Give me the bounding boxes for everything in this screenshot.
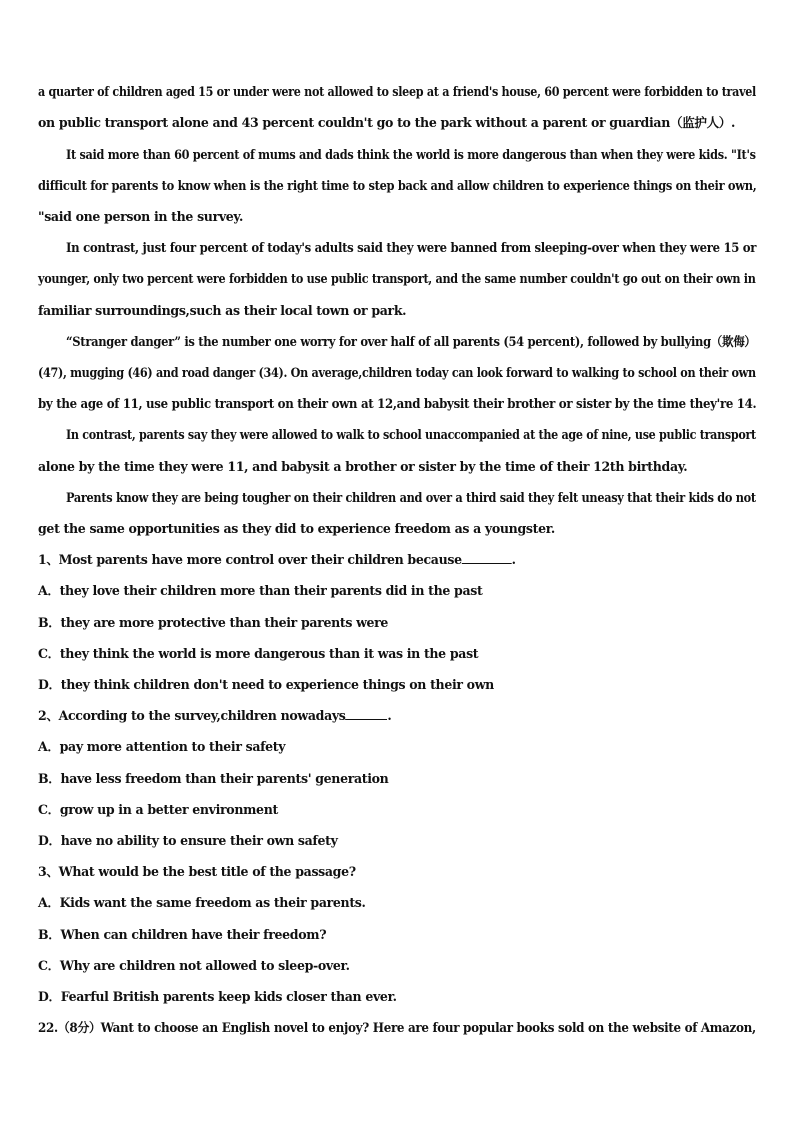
option-a: A．they love their children more than their parents did in the past <box>38 583 483 598</box>
answer-blank <box>462 551 512 564</box>
passage-line: In contrast, parents say they were allowed to walk to school unaccompanied at the age of nine, use public transport <box>66 427 756 442</box>
next-section-heading: 22.（8分）Want to choose an English novel to enjoy? Here are four popular books sold on the website of Amazon, <box>38 1020 756 1035</box>
passage-line: a quarter of children aged 15 or under were not allowed to sleep at a friend's house, 60 percent were forbidden to travel <box>38 84 757 99</box>
option-b: B．have less freedom than their parents' generation <box>38 771 389 786</box>
passage-line: on public transport alone and 43 percent couldn't go to the park without a parent or guardian（监护人）. <box>38 115 736 130</box>
question-stem <box>38 551 756 569</box>
option-d: D．have no ability to ensure their own safety <box>38 833 338 848</box>
passage-line: difficult for parents to know when is the right time to step back and allow children to experience things on their own, <box>38 178 757 193</box>
answer-blank <box>346 707 388 720</box>
passage-line: Parents know they are being tougher on their children and over a third said they felt uneasy that their kids do not <box>66 490 756 505</box>
passage-line: “Stranger danger” is the number one worry for over half of all parents (54 percent), followed by bullying（欺侮） <box>66 334 756 349</box>
question-stem <box>38 707 756 725</box>
option-b: B．they are more protective than their parents were <box>38 615 389 630</box>
stem-end: . <box>387 708 392 723</box>
passage-line: younger, only two percent were forbidden to use public transport, and the same number couldn't go out on their own in <box>38 271 756 286</box>
option-b: B．When can children have their freedom? <box>38 927 327 942</box>
option-c: C．grow up in a better environment <box>38 802 278 817</box>
passage-line: by the age of 11, use public transport on their own at 12,and babysit their brother or sister by the time they're 14. <box>38 396 757 411</box>
passage-line: alone by the time they were 11, and babysit a brother or sister by the time of their 12th birthday. <box>38 459 688 474</box>
passage-line: It said more than 60 percent of mums and dads think the world is more dangerous than when they were kids. "It's <box>66 147 756 162</box>
passage-line: "said one person in the survey. <box>38 209 243 224</box>
question-stem: 3、What would be the best title of the passage? <box>38 864 356 879</box>
question-text: 1、Most parents have more control over their children because <box>38 552 462 567</box>
option-a: A．Kids want the same freedom as their parents. <box>38 895 366 910</box>
option-a: A．pay more attention to their safety <box>38 739 286 754</box>
question-text: 2、According to the survey,children nowadays <box>38 708 346 723</box>
passage-line: (47), mugging (46) and road danger (34). On average,children today can look forward to walking to school on their own <box>38 365 756 380</box>
passage-line: familiar surroundings,such as their local town or park. <box>38 303 407 318</box>
option-c: C．Why are children not allowed to sleep-over. <box>38 958 350 973</box>
stem-end: . <box>511 552 516 567</box>
option-c: C．they think the world is more dangerous than it was in the past <box>38 646 479 661</box>
option-d: D．Fearful British parents keep kids closer than ever. <box>38 989 397 1004</box>
option-d: D．they think children don't need to experience things on their own <box>38 677 494 692</box>
passage-line: In contrast, just four percent of today's adults said they were banned from sleeping-over when they were 15 or <box>66 240 757 255</box>
passage-line: get the same opportunities as they did to experience freedom as a youngster. <box>38 521 555 536</box>
